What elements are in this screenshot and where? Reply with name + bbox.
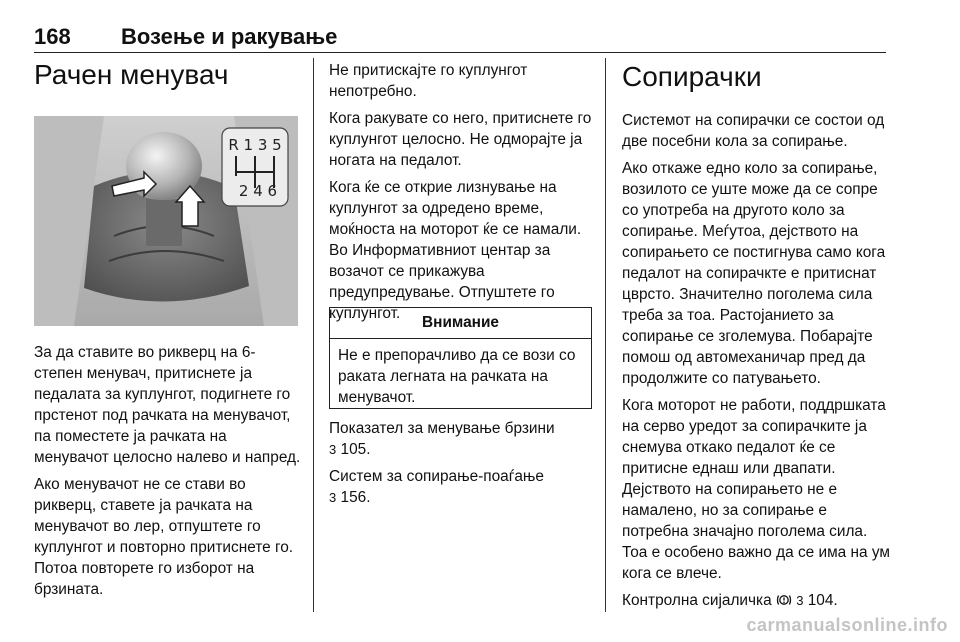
page-reference-arrow-icon: 3 (329, 490, 337, 505)
page-reference-arrow-icon: 3 (329, 442, 337, 457)
chapter-title: Возење и ракување (121, 24, 338, 49)
right-column-body (622, 110, 890, 617)
paragraph: За да ставите во рикверц на 6-степен менувач, притиснете ја педалата за куплунгот, подигнете го прстенот под рачката на менувачот, па поместете ја рачката на менувачот целосно налево и напред. (34, 344, 301, 466)
reference-page: 105. (340, 441, 371, 458)
paragraph: Кога ракувате со него, притиснете го куплунгот целосно. Не одмораjте ја ногата на педалот. (329, 110, 592, 169)
cross-reference-warning-lamp[interactable] (622, 590, 890, 611)
page-reference-arrow-icon: 3 (796, 593, 804, 608)
gear-shift-illustration (34, 116, 298, 326)
caution-box (329, 307, 592, 409)
cross-reference-stop-start[interactable] (329, 466, 594, 508)
paragraph: Кога ќе се открие лизнување на куплунгот за одредено време, моќноста на моторот ќе се намали. Во Информативниот центар за возачот се прикажува предупредување. Отпуштете го куплунгот. (329, 179, 582, 322)
caution-text: Не е препорачливо да се вози со раката легната на рачката на менувачот. (338, 347, 576, 406)
reference-page: 156. (340, 489, 371, 506)
shift-pattern-bottom: 2 4 6 (238, 182, 278, 200)
watermark: carmanualsonline.info (746, 615, 948, 635)
brake-warning-lamp-icon (776, 593, 792, 607)
reference-page: 104. (807, 592, 838, 609)
section-heading-brakes: Сопирачки (622, 61, 762, 92)
column-divider-1 (313, 58, 314, 612)
reference-label: Контролна сијаличка (622, 592, 772, 609)
page-header (34, 22, 886, 53)
paragraph: Ако менувачот не се стави во рикверц, ставете ја рачката на менувачот во лер, отпуштете го куплунгот и повторно притиснете го. Потоа повторете го изборот на брзината. (34, 476, 294, 598)
column-divider-2 (605, 58, 606, 612)
section-heading-manual-transmission: Рачен менувач (34, 59, 229, 90)
shift-pattern-top: R 1 3 5 (228, 136, 282, 154)
page-number: 168 (34, 24, 71, 49)
paragraph: Кога моторот не работи, поддршката на серво уредот за сопирачките ја снемува откако педалот ќе се притисне еднаш или двапати. Дејството на сопирањето не е намалено, но за сопирање е потребна значајно поголема сила. Тоа е особено важно да се има на ум кога се влече. (622, 397, 890, 582)
left-column-body (34, 342, 304, 606)
caution-title: Внимание (330, 308, 591, 339)
paragraph: Ако откаже едно коло за сопирање, возилото се уште може да се сопре со употреба на другото коло за сопирање. Меѓутоа, дејството на сопирањето се постигнува само кога педалот на сопирачкте е притиснат цврсто. Значително поголема сила треба за тоа. Растојанието за сопирање се зголемува. Побарајте помош од автомеханичар пред да продолжите со патувањето. (622, 160, 886, 387)
gear-shift-drawing (34, 116, 298, 326)
paragraph: Не притискајте го куплунгот непотребно. (329, 62, 528, 100)
middle-column-body (329, 60, 594, 330)
reference-label: Систем за сопирање-поаѓање (329, 468, 544, 485)
reference-label: Показател за менување брзини (329, 420, 555, 437)
paragraph: Системот на сопирачки се состои од две посебни кола за сопирање. (622, 112, 885, 150)
middle-column-references (329, 418, 594, 514)
cross-reference-shift-indicator[interactable] (329, 418, 594, 460)
